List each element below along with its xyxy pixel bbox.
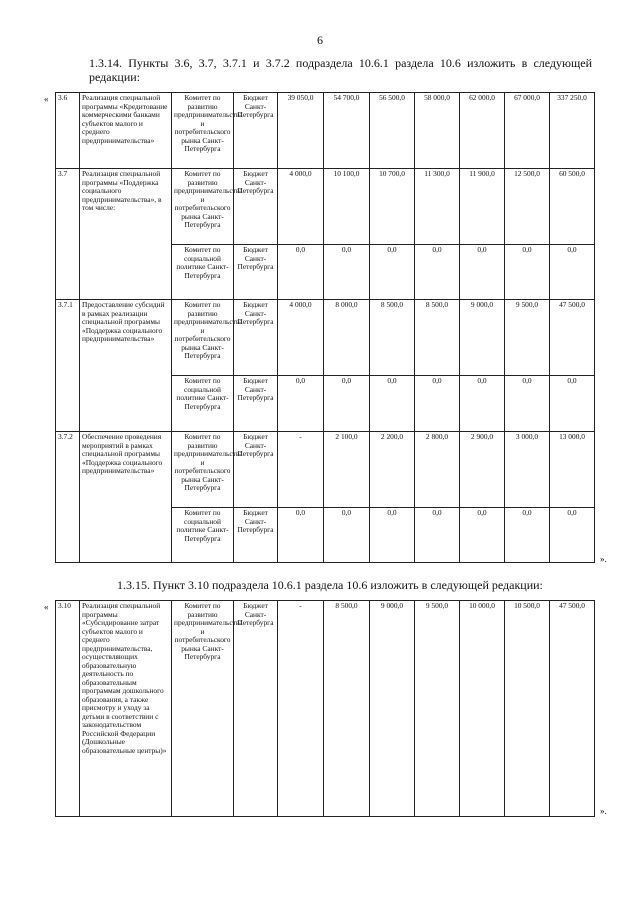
budget-table-1 xyxy=(55,92,595,563)
value-cell: 0,0 xyxy=(460,508,505,563)
value-cell: 9 500,0 xyxy=(415,601,460,817)
item-number: 3.7.2 xyxy=(56,432,80,563)
item-name: Обеспечение проведения мероприятий в рамках специальной программы «Поддержка социального предпринимательства» xyxy=(80,432,172,563)
value-cell: 13 000,0 xyxy=(550,432,595,508)
value-cell: 10 700,0 xyxy=(370,169,415,245)
value-cell: - xyxy=(278,432,324,508)
funding-source: Бюджет Санкт-Петербурга xyxy=(234,300,278,376)
item-number: 3.10 xyxy=(56,601,80,817)
executor: Комитет по развитию предпринимательства и потребительского рынка Санкт-Петербурга xyxy=(172,169,234,245)
item-number: 3.7 xyxy=(56,169,80,300)
executor: Комитет по развитию предпринимательства и потребительского рынка Санкт-Петербурга xyxy=(172,601,234,817)
executor: Комитет по социальной политике Санкт-Петербурга xyxy=(172,245,234,300)
value-cell: 0,0 xyxy=(550,245,595,300)
value-cell: 337 250,0 xyxy=(550,93,595,169)
table-row xyxy=(56,169,595,245)
value-cell: 0,0 xyxy=(505,376,550,432)
budget-table-2 xyxy=(55,600,595,817)
value-cell: 9 000,0 xyxy=(370,601,415,817)
item-number: 3.6 xyxy=(56,93,80,169)
value-cell: 0,0 xyxy=(460,245,505,300)
value-cell: 11 900,0 xyxy=(460,169,505,245)
value-cell: 8 500,0 xyxy=(370,300,415,376)
funding-source: Бюджет Санкт-Петербурга xyxy=(234,169,278,245)
value-cell: 47 500,0 xyxy=(550,601,595,817)
value-cell: 60 500,0 xyxy=(550,169,595,245)
funding-source: Бюджет Санкт-Петербурга xyxy=(234,245,278,300)
value-cell: 8 500,0 xyxy=(415,300,460,376)
funding-source: Бюджет Санкт-Петербурга xyxy=(234,376,278,432)
value-cell: 39 050,0 xyxy=(278,93,324,169)
value-cell: 2 900,0 xyxy=(460,432,505,508)
value-cell: 9 000,0 xyxy=(460,300,505,376)
value-cell: 4 000,0 xyxy=(278,169,324,245)
funding-source: Бюджет Санкт-Петербурга xyxy=(234,508,278,563)
executor: Комитет по социальной политике Санкт-Петербурга xyxy=(172,376,234,432)
value-cell: 2 100,0 xyxy=(324,432,370,508)
value-cell: 0,0 xyxy=(370,508,415,563)
executor: Комитет по развитию предпринимательства и потребительского рынка Санкт-Петербурга xyxy=(172,432,234,508)
item-number: 3.7.1 xyxy=(56,300,80,432)
value-cell: 0,0 xyxy=(278,376,324,432)
value-cell: 0,0 xyxy=(550,376,595,432)
value-cell: - xyxy=(278,601,324,817)
value-cell: 2 800,0 xyxy=(415,432,460,508)
value-cell: 0,0 xyxy=(324,376,370,432)
close-quote-2: ». xyxy=(600,806,607,816)
value-cell: 0,0 xyxy=(324,508,370,563)
funding-source: Бюджет Санкт-Петербурга xyxy=(234,601,278,817)
value-cell: 12 500,0 xyxy=(505,169,550,245)
value-cell: 47 500,0 xyxy=(550,300,595,376)
executor: Комитет по социальной политике Санкт-Петербурга xyxy=(172,508,234,563)
value-cell: 0,0 xyxy=(278,245,324,300)
value-cell: 2 200,0 xyxy=(370,432,415,508)
value-cell: 0,0 xyxy=(460,376,505,432)
value-cell: 0,0 xyxy=(415,508,460,563)
value-cell: 10 100,0 xyxy=(324,169,370,245)
paragraph-1-3-14: 1.3.14. Пункты 3.6, 3.7, 3.7.1 и 3.7.2 подраздела 10.6.1 раздела 10.6 изложить в следующей редакции: xyxy=(89,56,592,84)
item-name: Реализация специальной программы «Субсидирование затрат субъектов малого и среднего предпринимательства, осуществляющих образовательную деятельность по образовательным программам дошкольного образования, а также присмотру и уходу за детьми в соответствии с законодательством Российской Федерации (Дошкольные образовательные центры)» xyxy=(80,601,172,817)
close-quote-1: ». xyxy=(600,554,607,564)
item-name: Реализация специальной программы «Поддержка социального предпринимательства», в том числе: xyxy=(80,169,172,300)
value-cell: 11 300,0 xyxy=(415,169,460,245)
funding-source: Бюджет Санкт-Петербурга xyxy=(234,93,278,169)
value-cell: 3 000,0 xyxy=(505,432,550,508)
value-cell: 0,0 xyxy=(324,245,370,300)
value-cell: 0,0 xyxy=(505,508,550,563)
table-row xyxy=(56,432,595,508)
value-cell: 9 500,0 xyxy=(505,300,550,376)
value-cell: 10 500,0 xyxy=(505,601,550,817)
table-row xyxy=(56,300,595,376)
value-cell: 0,0 xyxy=(370,376,415,432)
value-cell: 54 700,0 xyxy=(324,93,370,169)
page-number: 6 xyxy=(317,33,323,47)
value-cell: 8 500,0 xyxy=(324,601,370,817)
value-cell: 0,0 xyxy=(505,245,550,300)
table-row xyxy=(56,601,595,817)
item-name: Реализация специальной программы «Кредитование коммерческими банками субъектов малого и среднего предпринимательства» xyxy=(80,93,172,169)
open-quote-2: « xyxy=(44,602,49,612)
value-cell: 0,0 xyxy=(550,508,595,563)
open-quote-1: « xyxy=(44,94,49,104)
value-cell: 4 000,0 xyxy=(278,300,324,376)
value-cell: 0,0 xyxy=(278,508,324,563)
value-cell: 58 000,0 xyxy=(415,93,460,169)
value-cell: 8 000,0 xyxy=(324,300,370,376)
item-name: Предоставление субсидий в рамках реализации специальной программы «Поддержка социального предпринимательства» xyxy=(80,300,172,432)
executor: Комитет по развитию предпринимательства и потребительского рынка Санкт-Петербурга xyxy=(172,300,234,376)
value-cell: 10 000,0 xyxy=(460,601,505,817)
value-cell: 62 000,0 xyxy=(460,93,505,169)
paragraph-1-3-15: 1.3.15. Пункт 3.10 подраздела 10.6.1 раздела 10.6 изложить в следующей редакции: xyxy=(117,578,543,592)
value-cell: 0,0 xyxy=(370,245,415,300)
executor: Комитет по развитию предпринимательства и потребительского рынка Санкт-Петербурга xyxy=(172,93,234,169)
value-cell: 56 500,0 xyxy=(370,93,415,169)
table-row xyxy=(56,93,595,169)
value-cell: 0,0 xyxy=(415,245,460,300)
value-cell: 67 000,0 xyxy=(505,93,550,169)
funding-source: Бюджет Санкт-Петербурга xyxy=(234,432,278,508)
value-cell: 0,0 xyxy=(415,376,460,432)
